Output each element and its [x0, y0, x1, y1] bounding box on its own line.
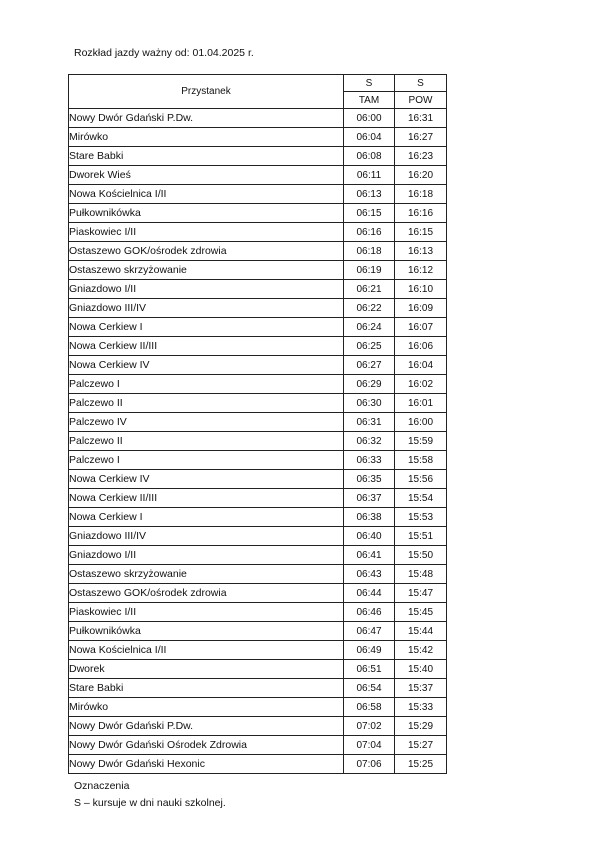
stop-name: Nowy Dwór Gdański Ośrodek Zdrowia [69, 736, 344, 755]
departure-pow: 15:47 [395, 584, 447, 603]
departure-tam: 06:49 [344, 641, 395, 660]
table-row [69, 432, 447, 451]
table-row [69, 470, 447, 489]
tam-symbol-header: S [344, 75, 395, 92]
stop-name: Gniazdowo III/IV [69, 299, 344, 318]
stop-name: Pułkownikówka [69, 204, 344, 223]
departure-tam: 06:32 [344, 432, 395, 451]
table-row [69, 755, 447, 774]
pow-direction-header: POW [395, 92, 447, 109]
departure-tam: 06:27 [344, 356, 395, 375]
departure-pow: 16:02 [395, 375, 447, 394]
departure-tam: 07:06 [344, 755, 395, 774]
stop-name: Palczewo II [69, 394, 344, 413]
departure-pow: 15:59 [395, 432, 447, 451]
stop-name: Nowa Cerkiew I [69, 508, 344, 527]
departure-pow: 16:06 [395, 337, 447, 356]
departure-pow: 15:37 [395, 679, 447, 698]
departure-pow: 15:53 [395, 508, 447, 527]
table-row [69, 109, 447, 128]
stop-name: Ostaszewo GOK/ośrodek zdrowia [69, 242, 344, 261]
stop-name: Nowa Cerkiew I [69, 318, 344, 337]
departure-pow: 16:15 [395, 223, 447, 242]
departure-tam: 06:33 [344, 451, 395, 470]
timetable [68, 74, 447, 774]
departure-tam: 06:22 [344, 299, 395, 318]
stop-name: Piaskowiec I/II [69, 223, 344, 242]
table-row [69, 451, 447, 470]
table-row [69, 318, 447, 337]
stop-name: Nowa Kościelnica I/II [69, 641, 344, 660]
departure-tam: 06:44 [344, 584, 395, 603]
departure-tam: 06:47 [344, 622, 395, 641]
departure-tam: 06:08 [344, 147, 395, 166]
departure-tam: 06:30 [344, 394, 395, 413]
stop-name: Ostaszewo skrzyżowanie [69, 565, 344, 584]
stop-name: Mirówko [69, 128, 344, 147]
table-row [69, 223, 447, 242]
table-row [69, 280, 447, 299]
stop-name: Ostaszewo skrzyżowanie [69, 261, 344, 280]
table-row [69, 565, 447, 584]
table-row [69, 413, 447, 432]
departure-tam: 06:21 [344, 280, 395, 299]
stop-name: Nowa Cerkiew IV [69, 356, 344, 375]
table-row [69, 489, 447, 508]
departure-tam: 06:24 [344, 318, 395, 337]
departure-tam: 06:19 [344, 261, 395, 280]
stop-name: Dworek Wieś [69, 166, 344, 185]
table-row [69, 375, 447, 394]
legend-note: S – kursuje w dni nauki szkolnej. [74, 797, 226, 809]
departure-pow: 15:56 [395, 470, 447, 489]
departure-pow: 16:12 [395, 261, 447, 280]
departure-pow: 16:20 [395, 166, 447, 185]
table-row [69, 584, 447, 603]
table-row [69, 622, 447, 641]
table-row [69, 299, 447, 318]
departure-tam: 07:02 [344, 717, 395, 736]
departure-pow: 15:51 [395, 527, 447, 546]
departure-pow: 15:44 [395, 622, 447, 641]
departure-pow: 15:25 [395, 755, 447, 774]
table-row [69, 261, 447, 280]
stop-name: Gniazdowo I/II [69, 546, 344, 565]
departure-pow: 16:31 [395, 109, 447, 128]
departure-tam: 06:43 [344, 565, 395, 584]
stop-name: Palczewo I [69, 451, 344, 470]
table-row [69, 337, 447, 356]
stop-name: Nowa Cerkiew II/III [69, 489, 344, 508]
departure-tam: 06:25 [344, 337, 395, 356]
table-row [69, 166, 447, 185]
departure-pow: 16:01 [395, 394, 447, 413]
stop-name: Palczewo IV [69, 413, 344, 432]
table-row [69, 508, 447, 527]
departure-pow: 16:10 [395, 280, 447, 299]
departure-tam: 06:40 [344, 527, 395, 546]
departure-tam: 06:04 [344, 128, 395, 147]
stop-name: Dworek [69, 660, 344, 679]
pow-symbol-header: S [395, 75, 447, 92]
departure-pow: 15:42 [395, 641, 447, 660]
table-row [69, 641, 447, 660]
departure-pow: 16:27 [395, 128, 447, 147]
departure-pow: 16:18 [395, 185, 447, 204]
table-row [69, 527, 447, 546]
validity-date: Rozkład jazdy ważny od: 01.04.2025 r. [74, 47, 254, 59]
departure-tam: 06:15 [344, 204, 395, 223]
table-row [69, 185, 447, 204]
stop-name: Nowy Dwór Gdański P.Dw. [69, 109, 344, 128]
table-row [69, 603, 447, 622]
table-row [69, 660, 447, 679]
departure-pow: 16:07 [395, 318, 447, 337]
departure-pow: 16:04 [395, 356, 447, 375]
table-row [69, 147, 447, 166]
table-row [69, 679, 447, 698]
departure-tam: 06:41 [344, 546, 395, 565]
legend-title: Oznaczenia [74, 780, 130, 792]
stop-name: Stare Babki [69, 147, 344, 166]
departure-tam: 07:04 [344, 736, 395, 755]
stop-name: Ostaszewo GOK/ośrodek zdrowia [69, 584, 344, 603]
stop-name: Piaskowiec I/II [69, 603, 344, 622]
departure-pow: 16:00 [395, 413, 447, 432]
departure-tam: 06:29 [344, 375, 395, 394]
stop-name: Nowa Cerkiew IV [69, 470, 344, 489]
stop-name: Stare Babki [69, 679, 344, 698]
departure-pow: 15:54 [395, 489, 447, 508]
table-row [69, 394, 447, 413]
stop-name: Gniazdowo III/IV [69, 527, 344, 546]
departure-tam: 06:31 [344, 413, 395, 432]
departure-tam: 06:38 [344, 508, 395, 527]
departure-tam: 06:11 [344, 166, 395, 185]
departure-pow: 16:13 [395, 242, 447, 261]
departure-tam: 06:18 [344, 242, 395, 261]
table-row [69, 242, 447, 261]
stop-name: Nowa Cerkiew II/III [69, 337, 344, 356]
departure-pow: 15:48 [395, 565, 447, 584]
table-row [69, 717, 447, 736]
departure-pow: 16:16 [395, 204, 447, 223]
departure-pow: 15:45 [395, 603, 447, 622]
departure-pow: 15:29 [395, 717, 447, 736]
stop-name: Nowy Dwór Gdański Hexonic [69, 755, 344, 774]
departure-pow: 15:33 [395, 698, 447, 717]
stop-column-header: Przystanek [69, 75, 344, 109]
table-row [69, 736, 447, 755]
departure-pow: 16:23 [395, 147, 447, 166]
departure-tam: 06:35 [344, 470, 395, 489]
stop-name: Nowy Dwór Gdański P.Dw. [69, 717, 344, 736]
stop-name: Palczewo I [69, 375, 344, 394]
stop-name: Gniazdowo I/II [69, 280, 344, 299]
departure-pow: 15:27 [395, 736, 447, 755]
legend [74, 778, 226, 812]
departure-tam: 06:00 [344, 109, 395, 128]
departure-tam: 06:51 [344, 660, 395, 679]
departure-pow: 15:40 [395, 660, 447, 679]
stop-name: Palczewo II [69, 432, 344, 451]
departure-pow: 15:58 [395, 451, 447, 470]
stop-name: Mirówko [69, 698, 344, 717]
table-row [69, 546, 447, 565]
departure-pow: 16:09 [395, 299, 447, 318]
table-row [69, 356, 447, 375]
departure-tam: 06:46 [344, 603, 395, 622]
departure-tam: 06:37 [344, 489, 395, 508]
departure-tam: 06:16 [344, 223, 395, 242]
table-row [69, 128, 447, 147]
departure-pow: 15:50 [395, 546, 447, 565]
departure-tam: 06:13 [344, 185, 395, 204]
table-row [69, 698, 447, 717]
stop-name: Nowa Kościelnica I/II [69, 185, 344, 204]
stop-name: Pułkownikówka [69, 622, 344, 641]
table-row [69, 204, 447, 223]
departure-tam: 06:58 [344, 698, 395, 717]
tam-direction-header: TAM [344, 92, 395, 109]
departure-tam: 06:54 [344, 679, 395, 698]
